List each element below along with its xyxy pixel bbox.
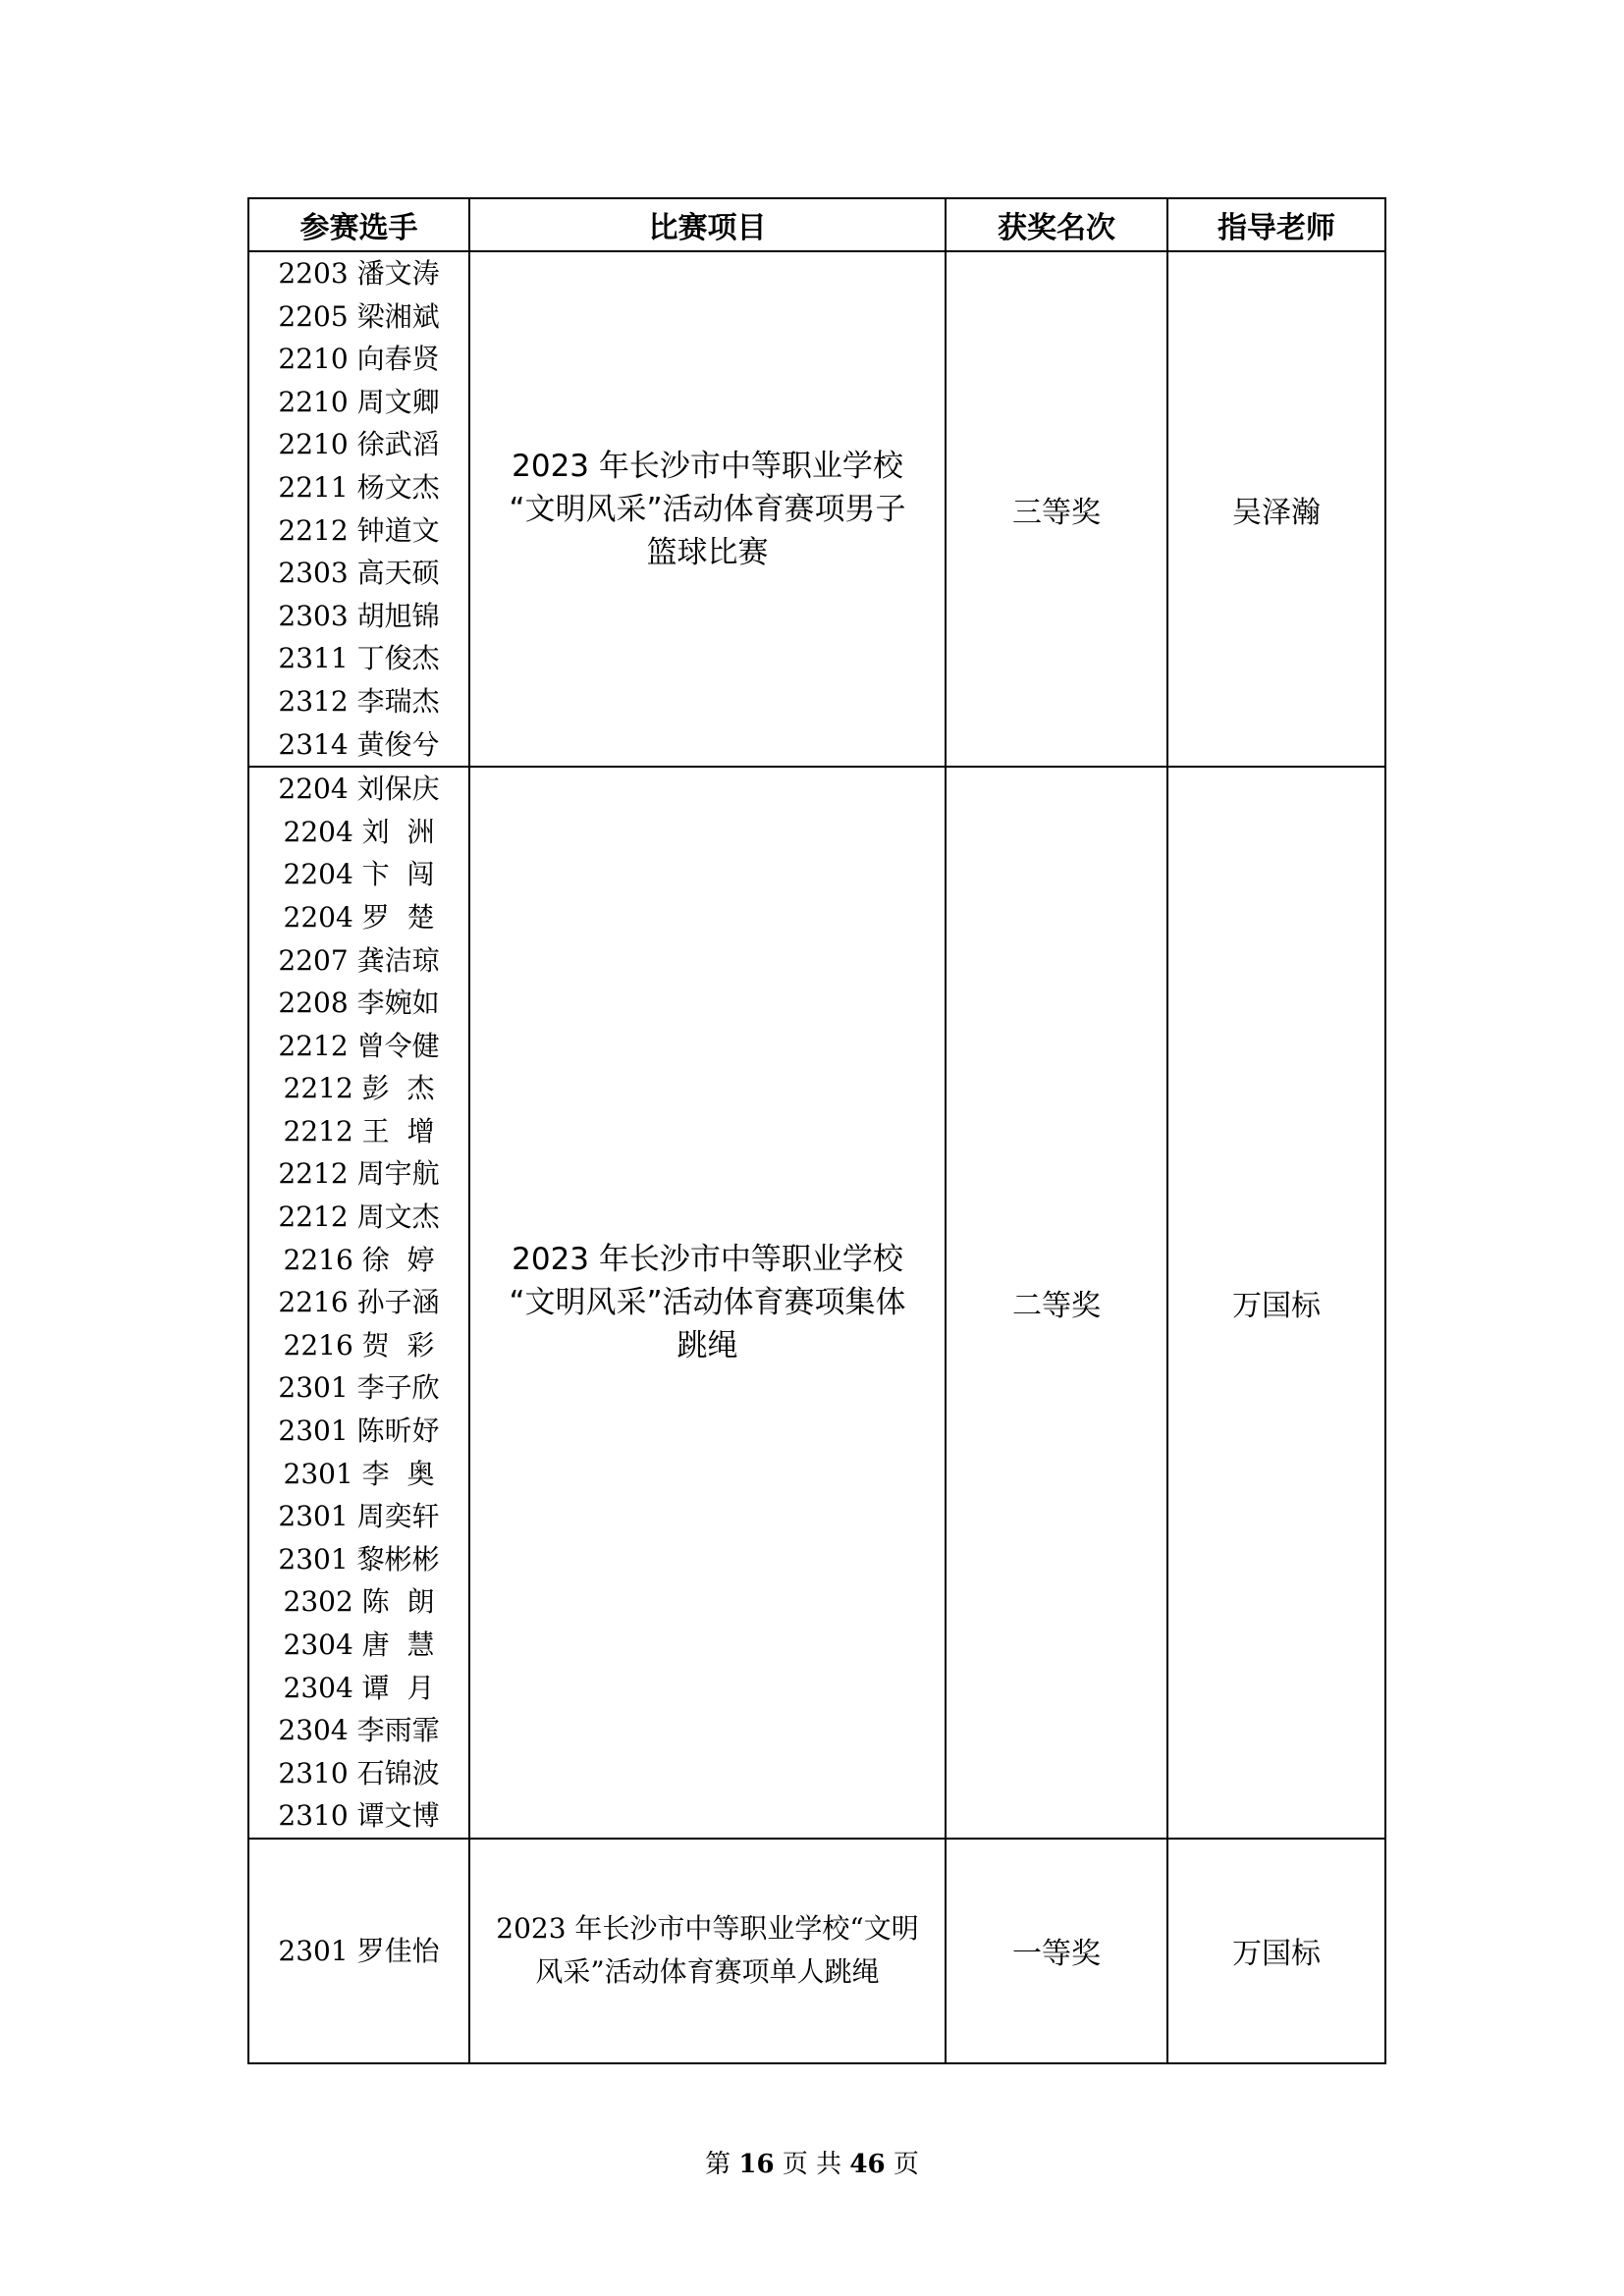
footer-suffix: 页 bbox=[893, 2150, 919, 2179]
player-name: 2310 石锦波 bbox=[278, 1756, 440, 1789]
players-cell bbox=[248, 767, 469, 1839]
player-name: 2314 黄俊兮 bbox=[278, 727, 440, 761]
player-name: 2212 曾令健 bbox=[278, 1029, 440, 1062]
player-name: 2207 龚洁琼 bbox=[278, 943, 440, 977]
player-name: 2310 谭文博 bbox=[278, 1799, 440, 1833]
page-footer bbox=[0, 2144, 1624, 2180]
player-name: 2212 周宇航 bbox=[278, 1157, 440, 1191]
teacher-cell: 万国标 bbox=[1167, 767, 1385, 1839]
project-cell bbox=[469, 1839, 946, 2063]
player-name: 2211 杨文杰 bbox=[278, 470, 440, 504]
teacher-cell: 吴泽瀚 bbox=[1167, 251, 1385, 767]
player-name: 2311 丁俊杰 bbox=[278, 642, 440, 675]
table-header-row bbox=[248, 198, 1385, 251]
player-name: 2210 周文卿 bbox=[278, 385, 440, 418]
project-cell bbox=[469, 767, 946, 1839]
player-name: 2208 李婉如 bbox=[278, 987, 440, 1020]
players-cell bbox=[248, 251, 469, 767]
project-line: “文明风采”活动体育赛项男子 bbox=[509, 491, 906, 527]
player-name: 2203 潘文涛 bbox=[278, 257, 440, 290]
header-players: 参赛选手 bbox=[248, 198, 469, 251]
project-line: 2023 年长沙市中等职业学校 bbox=[512, 448, 903, 484]
player-name: 2304 李雨霏 bbox=[278, 1714, 440, 1747]
table-row bbox=[248, 1839, 1385, 2063]
player-name: 2212 王 增 bbox=[283, 1114, 435, 1148]
player-name: 2210 徐武滔 bbox=[278, 428, 440, 461]
total-pages-number: 46 bbox=[849, 2150, 886, 2179]
teacher-cell: 万国标 bbox=[1167, 1839, 1385, 2063]
player-name: 2212 周文杰 bbox=[278, 1201, 440, 1234]
player-name: 2204 刘 洲 bbox=[283, 815, 435, 848]
player-name: 2301 罗佳怡 bbox=[278, 1934, 440, 1967]
project-line: 篮球比赛 bbox=[646, 534, 769, 570]
awards-table bbox=[247, 197, 1386, 2064]
header-project: 比赛项目 bbox=[469, 198, 946, 251]
player-name: 2216 贺 彩 bbox=[283, 1328, 435, 1362]
player-name: 2304 唐 慧 bbox=[283, 1629, 435, 1661]
player-name: 2304 谭 月 bbox=[283, 1671, 435, 1704]
player-name: 2301 陈昕妤 bbox=[278, 1415, 440, 1448]
player-name: 2205 梁湘斌 bbox=[278, 299, 440, 333]
project-line: “文明风采”活动体育赛项集体 bbox=[509, 1285, 906, 1321]
player-name: 2216 孙子涵 bbox=[278, 1286, 440, 1319]
rank-cell: 二等奖 bbox=[946, 767, 1167, 1839]
table-row bbox=[248, 767, 1385, 1839]
footer-prefix: 第 bbox=[705, 2150, 731, 2179]
player-name: 2312 李瑞杰 bbox=[278, 684, 440, 718]
player-name: 2204 卞 闯 bbox=[283, 858, 435, 891]
footer-middle: 页 共 bbox=[782, 2150, 842, 2179]
player-name: 2301 周奕轩 bbox=[278, 1500, 440, 1533]
project-line: 跳绳 bbox=[677, 1328, 738, 1364]
player-name: 2212 彭 杰 bbox=[283, 1072, 435, 1105]
player-name: 2301 李 奥 bbox=[283, 1457, 435, 1490]
player-name: 2301 黎彬彬 bbox=[278, 1542, 440, 1575]
project-line: 风采”活动体育赛项单人跳绳 bbox=[535, 1955, 880, 1989]
player-name: 2303 胡旭锦 bbox=[278, 599, 440, 632]
project-cell bbox=[469, 251, 946, 767]
player-name: 2204 罗 楚 bbox=[283, 900, 435, 934]
project-line: 2023 年长沙市中等职业学校“文明 bbox=[496, 1912, 919, 1946]
player-name: 2212 钟道文 bbox=[278, 513, 440, 547]
player-name: 2303 高天硕 bbox=[278, 557, 440, 590]
players-cell bbox=[248, 1839, 469, 2063]
rank-cell: 三等奖 bbox=[946, 251, 1167, 767]
header-teacher: 指导老师 bbox=[1167, 198, 1385, 251]
table-row bbox=[248, 251, 1385, 767]
current-page-number: 16 bbox=[738, 2150, 775, 2179]
header-rank: 获奖名次 bbox=[946, 198, 1167, 251]
player-name: 2216 徐 婷 bbox=[283, 1243, 435, 1276]
player-name: 2204 刘保庆 bbox=[278, 773, 440, 806]
player-name: 2210 向春贤 bbox=[278, 343, 440, 376]
player-name: 2301 李子欣 bbox=[278, 1371, 440, 1405]
player-name: 2302 陈 朗 bbox=[283, 1585, 435, 1619]
project-line: 2023 年长沙市中等职业学校 bbox=[512, 1242, 903, 1278]
rank-cell: 一等奖 bbox=[946, 1839, 1167, 2063]
